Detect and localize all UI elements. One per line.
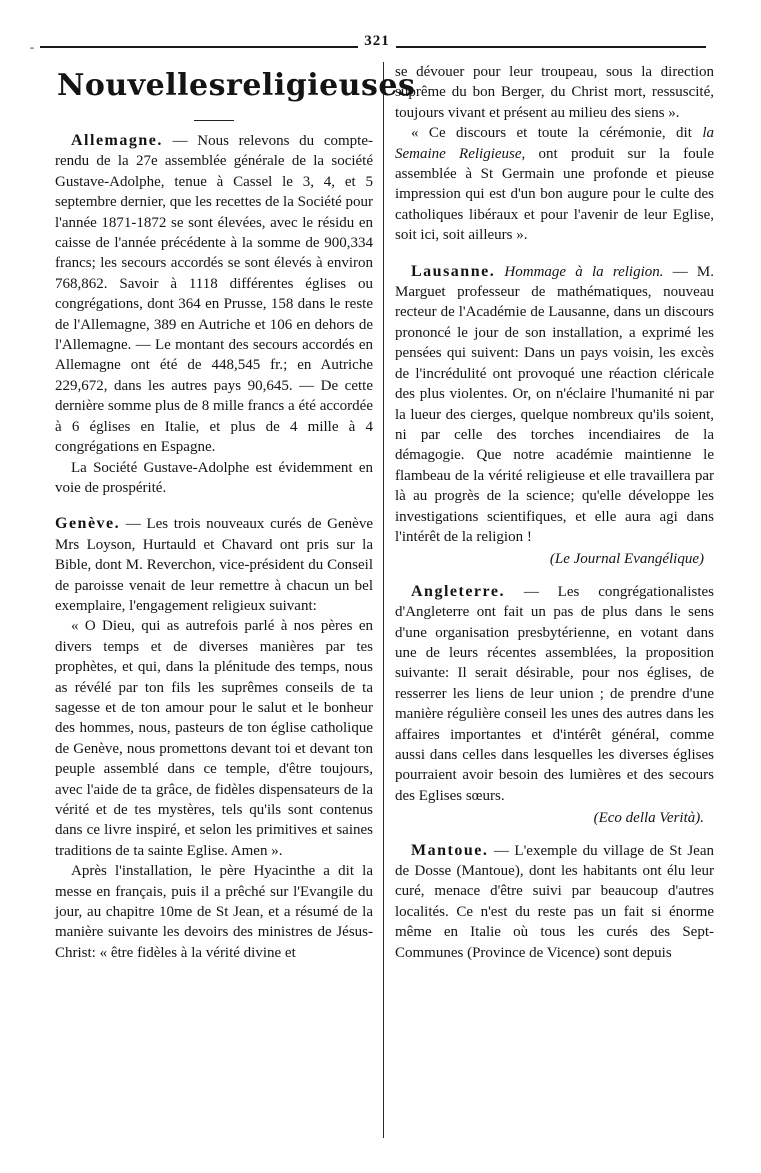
article-gap bbox=[395, 246, 714, 262]
article-head-mantoue: Mantoue. bbox=[411, 841, 489, 859]
article-allemagne bbox=[55, 131, 373, 458]
article-text-lausanne: — M. Marguet professeur de mathématiques, nouveau recteur de l'Académie de Lausanne, dans un discours prononcé le jour de son installation, a exprimé les pensées qui suivent: Dans un pays voisin, les excès de l'incrédulité ont provoqué une réaction cléricale des plus violentes. Or, on n'éclaire l'humanité ni par la lueur des cierges, quelque nombreux qu'ils soient, ni par celle des torches incendiaires de la démagogie. Que notre académie maintienne le flambeau de la vérité religieuse et elle travaillera par là au progrès de la science; qu'elle développe les investigations scientifiques, et elle aura agi dans l'intérêt de la religion ! bbox=[395, 263, 714, 545]
geneve-cont-part-b: , ont produit sur la foule assemblée à St Germain une profonde et pieuse impression qui est d'un bon augure pour le culte des catholiques libéraux et pour l'avenir de leur Eglise, soit ici, soit ailleurs ». bbox=[395, 145, 714, 244]
title-separator bbox=[194, 120, 234, 121]
article-text-mantoue: — L'exemple du village de St Jean de Dosse (Mantoue), dont les habitants ont élu leur curé, menace d'être suivi par beaucoup d'autres localités. Ce n'est du reste pas un fait si énorme même en Italie où tous les curés des Sept-Communes (Province de Vicence) sont depuis bbox=[395, 842, 714, 961]
article-text-geneve: — Les trois nouveaux curés de Genève Mrs Loyson, Hurtauld et Chavard ont pris sur la Bible, dont M. Reverchon, vice-président du Conseil de paroisse venait de leur remettre à chacun un bel exemplaire, l'engagement religieux suivant: bbox=[55, 516, 373, 614]
title-word-2: religieuses bbox=[226, 68, 416, 103]
title-word-1: Nouvelles bbox=[57, 68, 227, 103]
left-column bbox=[55, 62, 416, 963]
geneve-continuation: se dévouer pour leur troupeau, sous la direction suprême du bon Berger, du Christ mort, ressuscité, toujours vivant et présent au milieu des siens ». bbox=[395, 64, 714, 121]
page-number: 321 bbox=[364, 33, 390, 49]
article-lausanne bbox=[395, 262, 714, 548]
semaine-religieuse-ref: la Semaine Religieuse bbox=[395, 125, 714, 162]
article-gap bbox=[395, 829, 714, 841]
article-geneve bbox=[55, 514, 373, 616]
article-text-allemagne: — Nous relevons du compte-rendu de la 27e assemblée générale de la société Gustave-Adolphe, tenue à Cassel le 3, 4, et 5 septembre dernier, que les recettes de la Société pour l'année 1871-1872 se sont élevées, avec le résidu en caisse de l'année précédente à la somme de 900,334 francs; les secours accordés se sont élevés à environ 768,862. Savoir à 1118 différentes églises ou congrégations, dont 364 en Prusse, 158 dans le reste de l'Allemagne, 389 en Autriche et 106 en dehors de l'Allemagne. — Le montant des secours accordés en Allemagne ont été de 448,545 fr.; en Autriche 229,672, dans les autres pays 90,645. — De cette dernière somme plus de 8 mille francs a été accordée à 6 églises en Italie, et plus de 4 mille à 4 congrégations en Espagne. bbox=[55, 133, 374, 456]
header-rule-left bbox=[40, 46, 358, 48]
geneve-cont-part-a: « Ce discours et toute la cérémonie, dit bbox=[411, 125, 703, 142]
source-angleterre: (Eco della Verità). bbox=[593, 810, 704, 827]
geneve-prayer: « O Dieu, qui as autrefois parlé à nos pères en divers temps et de diverses manières par tes prophètes, et qui, dans la plénitude des temps, nous as révélé par ton fils les suprêmes conseils de ta sagesse et de ton amour pour le salut et le bonheur des hommes, nous, pasteurs de ton église catholique de Genève, nous promettons devant toi et devant ton peuple assemblé dans ce temple, d'être toujours, avec l'aide de ta grâce, de fidèles dispensateurs de la vérité et de tes mystères, tels qu'ils sont contenus dans ce livre inspiré, et selon les primitives et saines traditions de ta sainte Eglise. Amen ». bbox=[55, 618, 373, 859]
source-lausanne: (Le Journal Evangélique) bbox=[549, 551, 704, 568]
article-head-angleterre: Angleterre. bbox=[411, 582, 505, 600]
geneve-after-installation: Après l'installation, le père Hyacinthe a dit la messe en français, puis il a prêché sur l'Evangile du jour, au chapitre 10me de St Jean, et a résumé de la manière suivante les devoirs des ministres de Jésus-Christ: « être fidèles à la vérité divine et bbox=[55, 863, 373, 961]
margin-mark: - bbox=[30, 40, 34, 54]
column-divider bbox=[383, 62, 384, 1138]
header-rule-right bbox=[396, 46, 706, 48]
section-title bbox=[57, 64, 416, 108]
article-head-allemagne: Allemagne. bbox=[71, 132, 163, 149]
article-angleterre bbox=[395, 582, 714, 806]
article-gap bbox=[55, 498, 373, 514]
article-head-lausanne: Lausanne. bbox=[411, 262, 496, 280]
article-head-geneve: Genève. bbox=[55, 515, 121, 533]
right-column bbox=[395, 62, 714, 963]
article-mantoue bbox=[395, 841, 714, 963]
geneve-continuation-2 bbox=[395, 123, 714, 245]
article-sub-lausanne: Hommage à la religion. bbox=[495, 263, 664, 280]
article-text-angleterre: — Les congrégationalistes d'Angleterre ont fait un pas de plus dans le sens d'une organisation presbytérienne, en votant dans une de leurs récentes assemblées, la proposition suivante: Il serait désirable, pour nos églises, de resserrer les liens de leur union ; de prendre d'une manière régulière conseil les unes des autres dans les affaires importantes et d'intérêt général, comme aussi dans celles dans lesquelles les diverses églises pourraient avoir besoin des lumières et des secours des Eglises sœurs. bbox=[395, 583, 714, 804]
article-gap bbox=[395, 570, 714, 582]
article-allemagne-conclusion: La Société Gustave-Adolphe est évidemment en voie de prospérité. bbox=[55, 459, 373, 496]
